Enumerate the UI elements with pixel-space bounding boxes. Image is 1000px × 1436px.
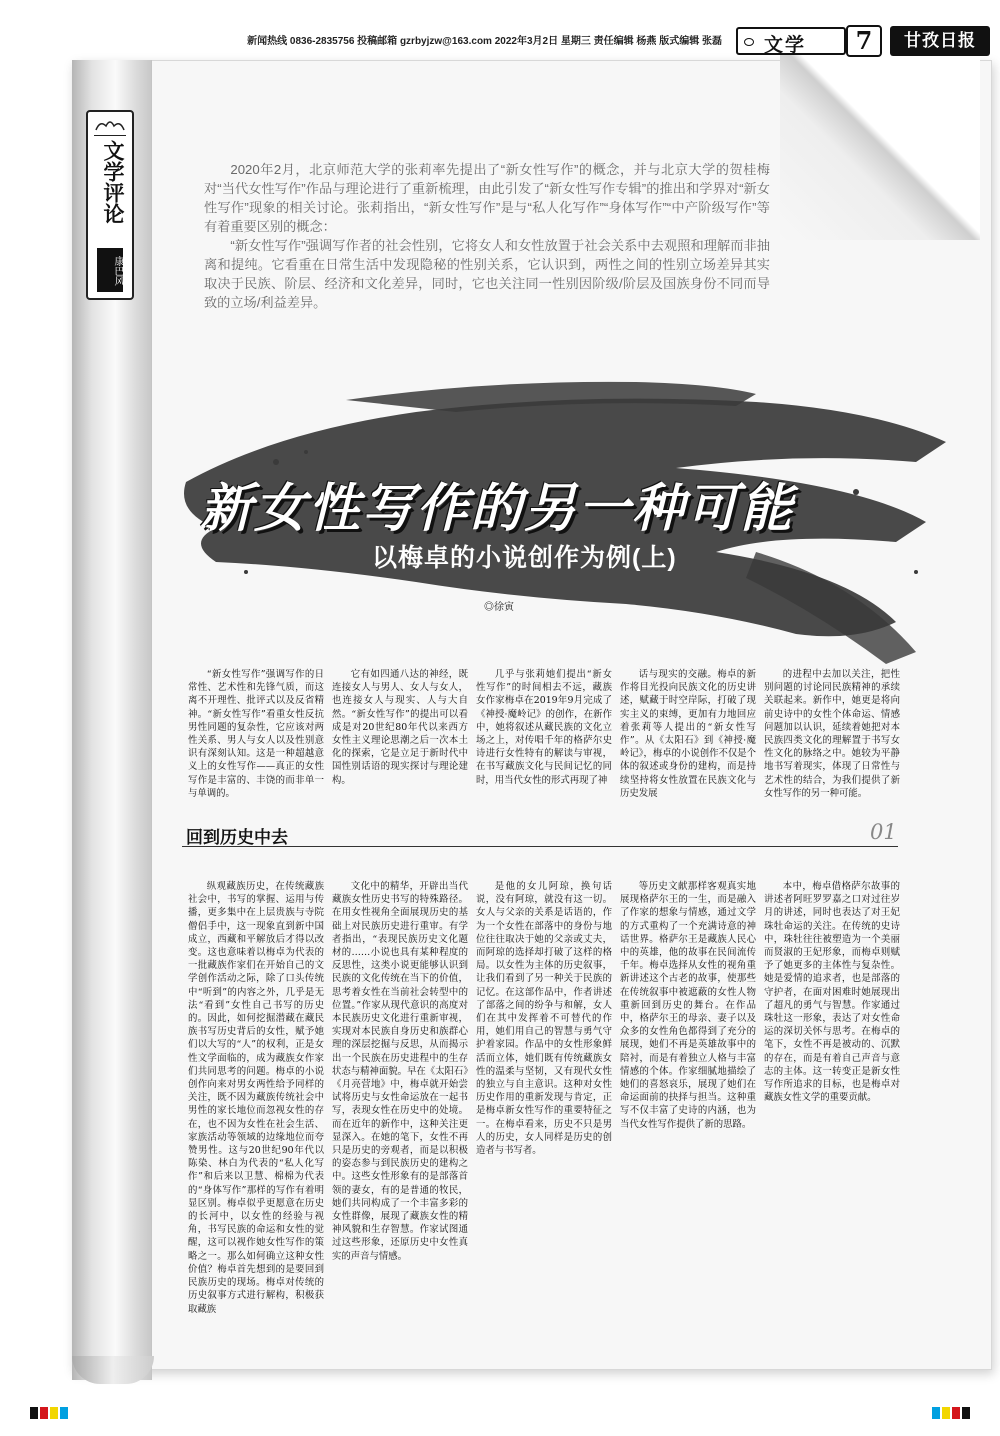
- column-label: [86, 110, 134, 300]
- lower-column-3: [476, 880, 612, 1340]
- print-mark-cyan: [932, 1407, 940, 1419]
- print-mark-red: [952, 1407, 960, 1419]
- article-byline: ◎徐寅: [484, 602, 514, 613]
- upper-column-4: [620, 668, 756, 800]
- section-name: 文学: [764, 34, 807, 56]
- article-subtitle: 以梅卓的小说创作为例(上): [372, 544, 677, 572]
- article-title: 新女性写作的另一种可能: [200, 478, 795, 539]
- article-intro: [204, 160, 770, 312]
- print-mark-yellow: [942, 1407, 950, 1419]
- lower-column-4: [620, 880, 756, 1340]
- lower-column-1: [188, 880, 324, 1340]
- intro-paragraph-1: 2020年2月，北京师范大学的张莉率先提出了“新女性写作”的概念，并与北京大学的贺桂梅对“当代女性写作”作品与理论进行了重新梳理，由此引发了“新女性写作专辑”的推出和学界对“新女性写作”现象的相关讨论。张莉指出，“新女性写作”是与“私人化写作”“身体写作”“中产阶级写作”等有着重要区别的概念：: [204, 162, 770, 234]
- lower-column-5: [764, 880, 900, 1340]
- header-info-line: 新闻热线 0836-2835756 投稿邮箱 gzrbyjzw@163.com 2022年3月2日 星期三 责任编辑 杨燕 版式编辑 张磊: [247, 36, 722, 47]
- lower-paragraph: 文化中的精华，开辟出当代藏族女性历史书写的特殊路径。在用女性视角全面展现历史的基础上对民族历史进行重审。有学者指出，“表现民族历史文化题材的……小说也具有某种程度的反思性，这类小说更能够认识到民族的文化传统在当下的价值，思考着女性在当前社会转型中的位置。”作家从现代意识的高度对本民族历史文化进行重新审视，实现对本民族自身历史和族群心理的深层挖掘与反思，从而揭示出一个民族在历史进程中的生存状态与精神面貌。早在《太阳石》《月亮营地》中，梅卓就开始尝试将历史与女性命运放在一起书写，表现女性在历史中的处境。而在近年的新作中，这种关注更显深入。在她的笔下，女性不再只是历史的旁观者，而是以积极的姿态参与到民族历史的建构之中。这些女性形象有的是部落首领的妻女，有的是普通的牧民，她们共同构成了一个丰富多彩的女性群像，展现了藏族女性的精神风貌和生存智慧。作家试图通过这些形象，还原历史中女性真实的声音与情感。: [332, 881, 468, 1262]
- upper-paragraph: “新女性写作”强调写作的日常性、艺术性和先锋气质，而这离不开理性、批评式以及反省精神。“新女性写作”看重女性反抗男性同题的复杂性，它应该对两性关系、男人与女人以及性别意识有深刻认知。这是一种超越意义上的女性写作——真正的女性写作是丰富的、丰饶的而非单一与单调的。: [188, 669, 324, 799]
- section-name-box: [736, 27, 846, 55]
- page-number: 7: [846, 25, 882, 57]
- print-mark-black: [962, 1407, 970, 1419]
- section-rule: [182, 846, 898, 847]
- lower-paragraph: 本中，梅卓借格萨尔故事的讲述者阿旺罗罗嘉之口对过往岁月的讲述，同时也表达了对王妃珠牡命运的关注。在传统的史诗中，珠牡往往被塑造为一个美丽而贤淑的王妃形象，而梅卓则赋予了她更多的主体性与复杂性。她是爱情的追求者，也是部落的守护者，在面对困难时她展现出了超凡的勇气与智慧。作家通过珠牡这一形象，表达了对女性命运的深切关怀与思考。在梅卓的笔下，女性不再是被动的、沉默的存在，而是有着自己声音与意志的主体。这一转变正是新女性写作所追求的目标，也是梅卓对藏族女性文学的重要贡献。: [764, 881, 900, 1104]
- upper-column-3: [476, 668, 612, 800]
- column-label-sub: 康巴风: [97, 248, 123, 292]
- upper-paragraph: 的进程中去加以关注，把性别问题的讨论同民族精神的承续关联起来。新作中，她更是将向前史诗中的女性个体命运、情感问题加以认识，延续着她把对本民族四类文化的理解置于书写女性文化的脉络之中。她较为平静地书写着现实，体现了日常性与艺术性的结合，为我们提供了新女性写作的另一种可能。: [764, 669, 900, 799]
- newspaper-logo: 甘孜日报: [890, 26, 990, 56]
- print-mark-cyan: [60, 1407, 68, 1419]
- print-mark-red: [40, 1407, 48, 1419]
- lower-paragraph: 纵观藏族历史，在传统藏族社会中，书写的掌握、运用与传播，更多集中在上层贵族与寺院僧侣手中，这一现象直到新中国成立，西藏和平解放后才得以改变。这也意味着以梅卓为代表的一批藏族作家们在开始自己的文学创作活动之际，除了口头传统中“听到”的内容之外，几乎是无法“看到”女性自己书写的历史的。因此，如何挖掘潜藏在藏民族书写历史背后的女性，赋予她们以大写的“人”的权利，正是女性文学面临的，成为藏族女作家们共同思考的问题。梅卓的小说创作向来对男女两性给予同样的关注，既不因为藏族传统社会中男性的家长地位而忽视女性的存在，也不因为女性在社会生活、家族活动等领域的边缘地位而夸赞男性。这与20世纪90年代以陈染、林白为代表的“私人化写作”和后来以卫慧、棉棉为代表的“身体写作”那样的写作有着明显区别。梅卓似乎更愿意在历史的长河中，以女性的经验与视角，书写民族的命运和女性的觉醒，这可以视作她女性写作的策略之一。那么如何确立这种女性价值？梅卓首先想到的是要回到民族历史的现场。梅卓对传统的历史叙事方式进行解构，积极获取藏族: [188, 881, 324, 1315]
- lower-column-2: [332, 880, 468, 1340]
- intro-paragraph-2: “新女性写作”强调写作者的社会性别，它将女人和女性放置于社会关系中去观照和理解而非抽离和提纯。它看重在日常生活中发现隐秘的性别关系，它认识到，两性之间的性别立场差异其实取决于民族、阶层、经济和文化差异，同时，它也关注同一性别因阶级/阶层及国族身份不同而导致的立场/利益差异。: [204, 238, 770, 310]
- upper-column-2: [332, 668, 468, 800]
- cloud-ornament-icon: [94, 118, 126, 136]
- upper-paragraph: 话与现实的交融。梅卓的新作将目光投向民族文化的历史讲述，赋藏于时空岸际，打破了现实主义的束缚，更加有力地回应着张莉等人提出的“新女性写作”。从《太阳石》到《神授·魔岭记》，梅卓的小说创作不仅是个体的叙述或身份的建构，而是持续坚持将女性放置在民族文化与历史发展: [620, 669, 756, 799]
- print-mark-black: [30, 1407, 38, 1419]
- upper-paragraph: 几乎与张莉她们提出“新女性写作”的时间相去不远，藏族女作家梅卓在2019年9月完成了《神授·魔岭记》的创作，在新作中，她将叙述从藏民族的文化立场之上，对传唱千年的格萨尔史诗进行女性特有的解读与审视，在书写藏族文化与民间记忆的同时，用当代女性的形式再现了神: [476, 669, 612, 786]
- section-number: 01: [870, 820, 897, 844]
- print-mark-yellow: [50, 1407, 58, 1419]
- lower-paragraph: 是他的女儿阿琼，换句话说，没有阿琼，就没有这一切。女人与父亲的关系是话语的，作为一个女性在部落中的身份与地位往往取决于她的父亲或丈夫，而阿琼的选择却打破了这样的格局。以女性为主体的历史叙事，让我们看到了另一种关于民族的记忆。在这部作品中，作者讲述了部落之间的纷争与和解，女人们在其中发挥着不可替代的作用，她们用自己的智慧与勇气守护着家园。作品中的女性形象鲜活而立体，她们既有传统藏族女性的温柔与坚韧，又有现代女性的独立与自主意识。这种对女性历史作用的重新发现与肯定，正是梅卓新女性写作的重要特征之一。在梅卓看来，历史不只是男人的历史，女人同样是历史的创造者与书写者。: [476, 881, 612, 1157]
- pen-nib-icon: [744, 38, 754, 46]
- lower-paragraph: 等历史文献那样客观真实地展现格萨尔王的一生，而是融入了作家的想象与情感，通过文学的方式重构了一个充满诗意的神话世界。格萨尔王是藏族人民心中的英雄，他的故事在民间流传千年。梅卓选择从女性的视角重新讲述这个古老的故事，使那些在传统叙事中被遮蔽的女性人物重新回到历史的舞台。在作品中，格萨尔王的母亲、妻子以及众多的女性角色都得到了充分的展现，她们不再是英雄故事中的陪衬，而是有着独立人格与丰富情感的个体。作家细腻地描绘了她们的喜怒哀乐，展现了她们在命运面前的抉择与担当。这种重写不仅丰富了史诗的内涵，也为当代女性写作提供了新的思路。: [620, 881, 756, 1130]
- section-heading: 回到历史中去: [186, 828, 288, 847]
- upper-column-5: [764, 668, 900, 800]
- paper-curl-decoration: [780, 50, 980, 240]
- page-header: [0, 22, 1000, 58]
- column-label-title: 文学评论: [101, 140, 126, 224]
- upper-column-1: [188, 668, 324, 800]
- upper-paragraph: 它有如四通八达的神经，既连接女人与男人、女人与女人，也连接女人与现实、人与大自然。“新女性写作”的提出可以看成是对20世纪80年代以来西方女性主义理论思潮之后一次本土化的探索，它是立足于新时代中国性别话语的现实探讨与理论建构。: [332, 669, 468, 786]
